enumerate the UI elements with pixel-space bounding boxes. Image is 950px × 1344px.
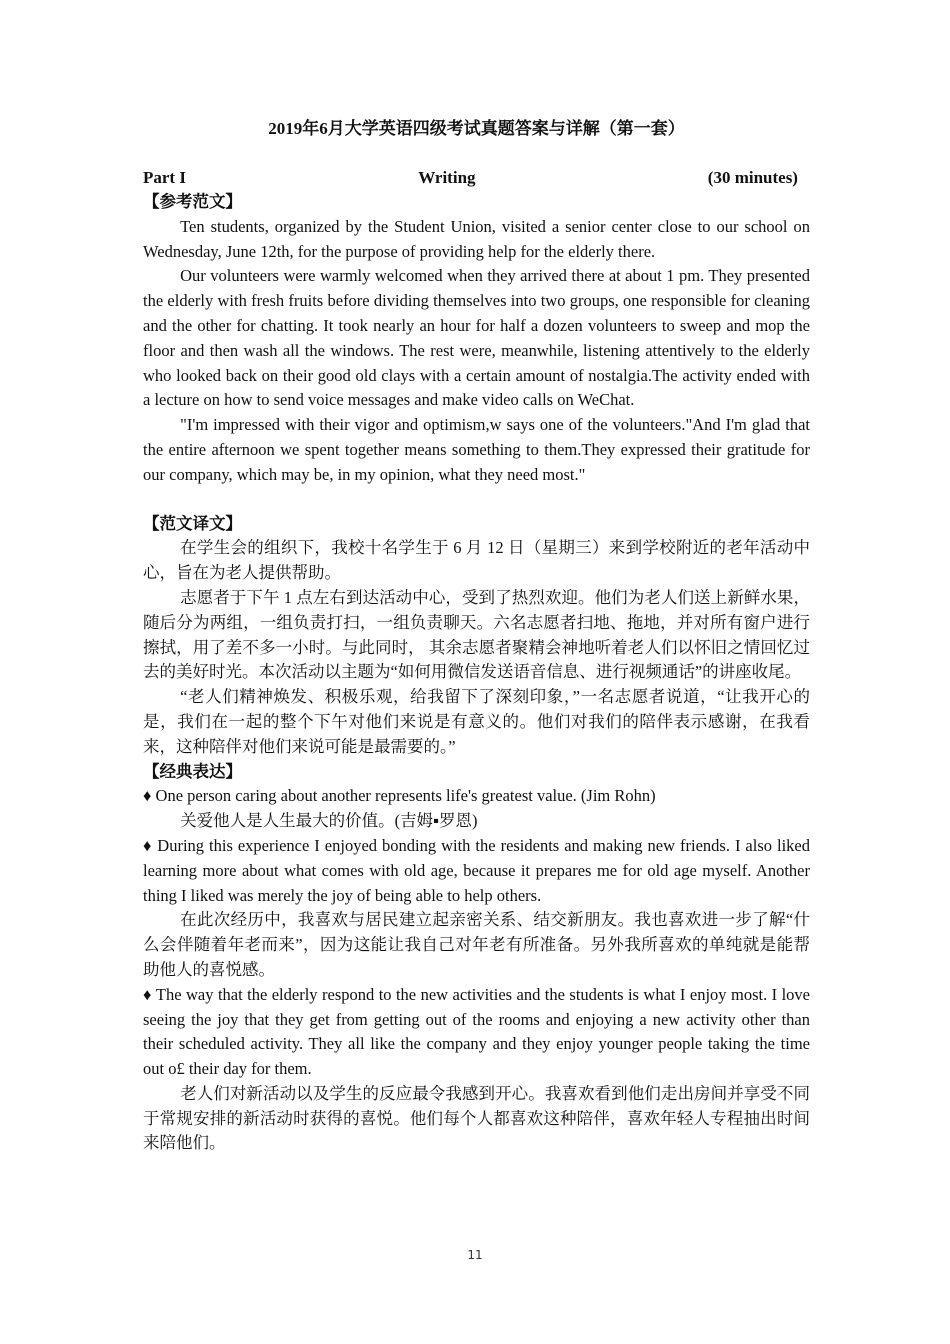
- expression-1-chinese: 关爱他人是人生最大的价值。(吉姆▪罗恩): [180, 811, 478, 831]
- part-name: Writing: [418, 168, 476, 187]
- translation-paragraph-3: “老人们精神焕发、积极乐观，给我留下了深刻印象，”一名志愿者说道，“让我开心的是，我们在一起的整个下午对他们来说是有意义的。他们对我们的陪伴表示感谢，在我看来，这种陪伴对他们来说可能是最需要的。”: [143, 687, 810, 756]
- part-header: [143, 166, 798, 190]
- document-body: [143, 190, 810, 1156]
- expressions-heading: 【经典表达】: [143, 761, 242, 781]
- expression-2-english: ♦ During this experience I enjoyed bonding with the residents and making new friends. I also liked learning more about what comes with old age, because it prepares me for old age myself. Another thing I liked was merely the joy of being able to help others.: [143, 835, 810, 905]
- expression-1-english: ♦ One person caring about another represents life's greatest value. (Jim Rohn): [143, 786, 656, 806]
- expression-2-chinese: 在此次经历中，我喜欢与居民建立起亲密关系、结交新朋友。我也喜欢进一步了解“什么会伴随着年老而来”，因为这能让我自己对年老有所准备。另外我所喜欢的单纯就是能帮助他人的喜悦感。: [143, 910, 810, 979]
- part-label: Part I: [143, 168, 186, 187]
- sample-paragraph-1: Ten students, organized by the Student Union, visited a senior center close to our school on Wednesday, June 12th, for the purpose of providing help for the elderly there.: [143, 216, 810, 261]
- sample-heading: 【参考范文】: [143, 192, 242, 211]
- expression-3-english: ♦ The way that the elderly respond to the new activities and the students is what I enjoy most. I love seeing the joy that they get from getting out of the rooms and enjoying a new activity other than their scheduled activity. They all like the company and they enjoy younger people taking the time out o£ their day for them.: [143, 984, 810, 1079]
- translation-paragraph-2: 志愿者于下午 1 点左右到达活动中心，受到了热烈欢迎。他们为老人们送上新鲜水果，随后分为两组，一组负责打扫，一组负责聊天。六名志愿者扫地、拖地，并对所有窗户进行擦拭，用了差不多一小时。与此同时， 其余志愿者聚精会神地听着老人们以怀旧之情回忆过去的美好时光。本次活动以主题为“如何用微信发送语音信息、进行视频通话”的讲座收尾。: [143, 587, 810, 682]
- expression-3-chinese: 老人们对新活动以及学生的反应最令我感到开心。我喜欢看到他们走出房间并享受不同于常规安排的新活动时获得的喜悦。他们每个人都喜欢这种陪伴，喜欢年轻人专程抽出时间来陪他们。: [143, 1083, 810, 1153]
- sample-paragraph-2: Our volunteers were warmly welcomed when they arrived there at about 1 pm. They presented the elderly with fresh fruits before dividing themselves into two groups, one responsible for cleaning and the other for chatting. It took nearly an hour for half a dozen volunteers to sweep and mop the floor and then wash all the windows. The rest were, meanwhile, listening attentively to the elderly who looked back on their good old clays with a certain amount of nostalgia.The activity ended with a lecture on how to send voice messages and make video calls on WeChat.: [143, 266, 810, 410]
- document-title: 2019年6月大学英语四级考试真题答案与详解（第一套）: [268, 119, 685, 138]
- translation-heading: 【范文译文】: [143, 513, 242, 533]
- translation-paragraph-1: 在学生会的组织下，我校十名学生于 6 月 12 日（星期三）来到学校附近的老年活动中心，旨在为老人提供帮助。: [143, 538, 810, 583]
- page-number: 11: [467, 1248, 483, 1262]
- section-gap: [143, 488, 810, 512]
- sample-paragraph-3: "I'm impressed with their vigor and optimism,w says one of the volunteers."And I'm glad that the entire afternoon we spent together means something to them.They expressed their gratitude for our company, which may be, in my opinion, what they need most.": [143, 415, 810, 484]
- part-time: (30 minutes): [707, 168, 798, 187]
